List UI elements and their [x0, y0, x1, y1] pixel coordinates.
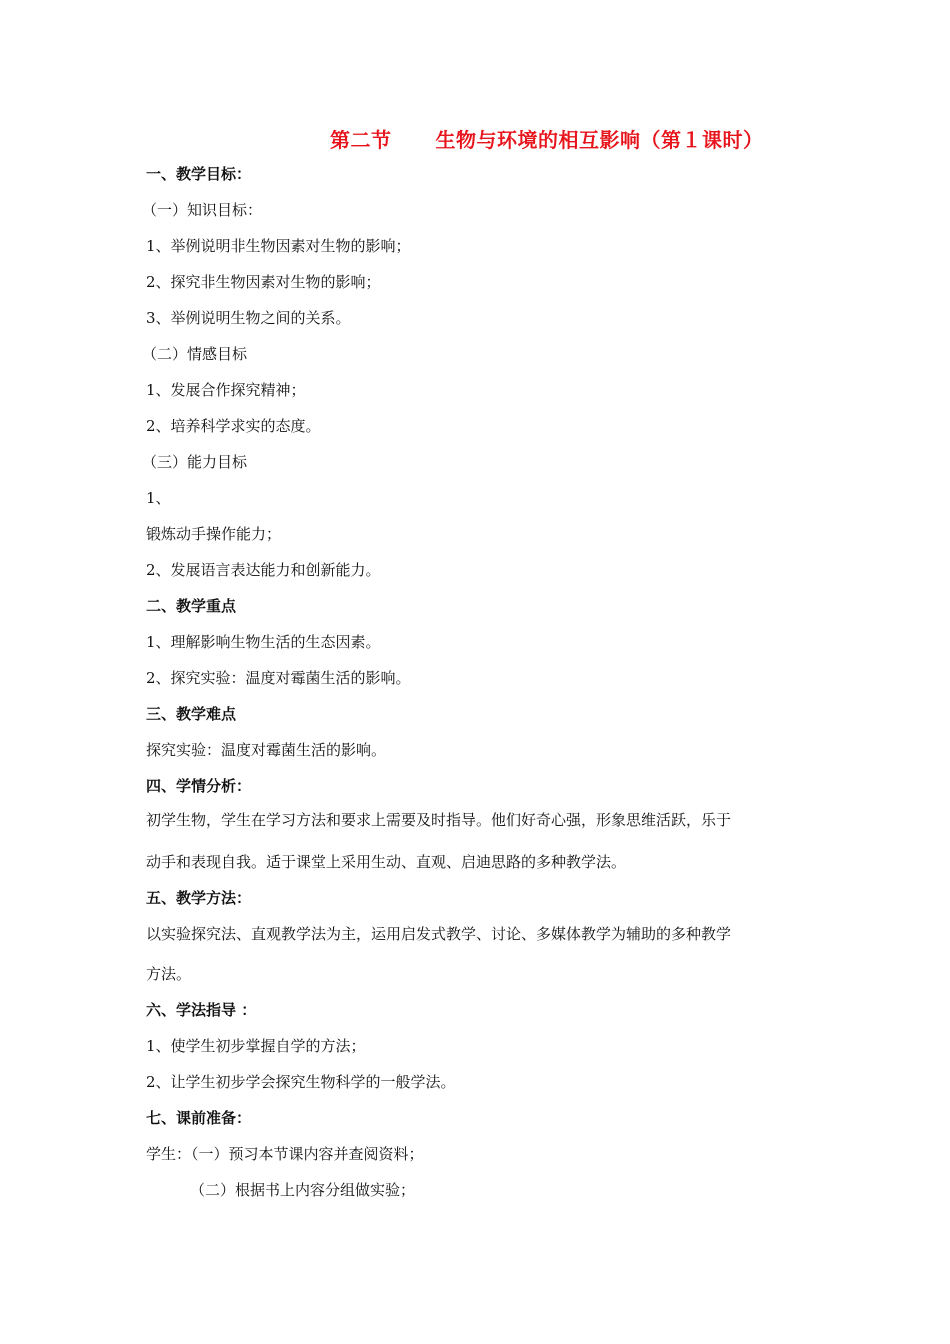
title-topic: 生物与环境的相互影响（第１课时）: [435, 128, 764, 152]
heading-key-points: 二、教学重点: [146, 597, 237, 615]
list-item: 2、探究实验：温度对霉菌生活的影响。: [146, 669, 411, 687]
list-item: 2、探究非生物因素对生物的影响；: [146, 273, 381, 291]
heading-teaching-methods: 五、教学方法：: [146, 889, 252, 907]
list-item: 学生：（一）预习本节课内容并查阅资料；: [146, 1145, 424, 1163]
list-item: 1、: [146, 489, 171, 507]
heading-teaching-goals: 一、教学目标：: [146, 165, 252, 183]
subheading-ability-goals: （三）能力目标: [142, 453, 248, 471]
list-item: 探究实验：温度对霉菌生活的影响。: [146, 741, 387, 759]
document-title: [330, 124, 764, 153]
paragraph-line: 以实验探究法、直观教学法为主，运用启发式教学、讨论、多媒体教学为辅助的多种教学: [146, 925, 732, 943]
heading-preparation: 七、课前准备：: [146, 1109, 252, 1127]
heading-difficulties: 三、教学难点: [146, 705, 237, 723]
paragraph-line: 动手和表现自我。适于课堂上采用生动、直观、启迪思路的多种教学法。: [146, 853, 627, 871]
list-item: 1、使学生初步掌握自学的方法；: [146, 1037, 366, 1055]
list-item: 1、理解影响生物生活的生态因素。: [146, 633, 381, 651]
subheading-emotion-goals: （二）情感目标: [142, 345, 248, 363]
list-item: 2、培养科学求实的态度。: [146, 417, 321, 435]
list-item: （二）根据书上内容分组做实验；: [190, 1181, 416, 1199]
list-item: 3、举例说明生物之间的关系。: [146, 309, 351, 327]
title-section: 第二节: [330, 128, 392, 152]
heading-student-analysis: 四、学情分析：: [146, 777, 252, 795]
heading-study-guidance: 六、学法指导 ：: [146, 1001, 257, 1019]
list-item: 1、举例说明非生物因素对生物的影响；: [146, 237, 411, 255]
list-item: 1、发展合作探究精神；: [146, 381, 306, 399]
list-item: 锻炼动手操作能力；: [146, 525, 282, 543]
list-item: 2、让学生初步学会探究生物科学的一般学法。: [146, 1073, 456, 1091]
list-item: 2、发展语言表达能力和创新能力。: [146, 561, 381, 579]
subheading-knowledge-goals: （一）知识目标：: [142, 201, 263, 219]
paragraph-line: 初学生物，学生在学习方法和要求上需要及时指导。他们好奇心强，形象思维活跃，乐于: [146, 811, 732, 829]
paragraph-line: 方法。: [146, 965, 192, 983]
